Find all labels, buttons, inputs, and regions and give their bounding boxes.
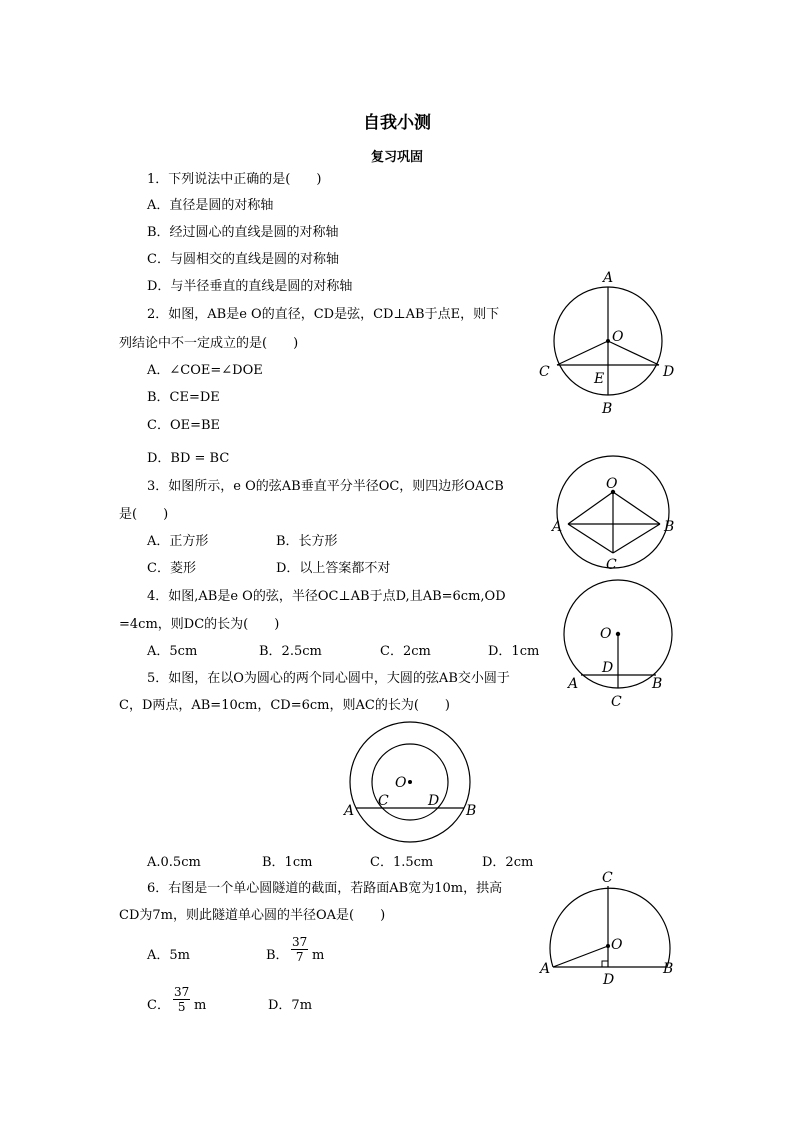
q5-figure <box>340 720 490 850</box>
q4-option-d: D．1cm <box>488 644 540 659</box>
q2-option-d: D．BD = BC <box>147 451 230 466</box>
q6-c-denominator: 5 <box>177 1000 186 1014</box>
q3-segment-ob <box>613 492 660 524</box>
q3-stem-line1: 3．如图所示，e O的弦AB垂直平分半径OC，则四边形OACB <box>147 479 504 494</box>
q6-option-b-unit: m <box>312 948 325 963</box>
q2-stem-line1: 2．如图，AB是e O的直径，CD是弦，CD⊥AB于点E，则下 <box>147 307 500 322</box>
q5-stem-line2: C，D两点，AB=10cm，CD=6cm，则AC的长为( ) <box>119 698 450 713</box>
q6-label-o: O <box>611 937 623 953</box>
q6-option-d: D．7m <box>268 998 313 1013</box>
q6-label-d: D <box>603 972 615 988</box>
q6-option-b-fraction <box>291 935 308 964</box>
q3-option-a: A．正方形 <box>147 534 209 549</box>
q6-option-c-fraction <box>173 985 190 1014</box>
q2-label-b: B <box>602 401 613 417</box>
q3-label-c: C <box>606 557 617 573</box>
q6-option-b-prefix: B． <box>266 948 289 963</box>
q6-right-angle-mark <box>602 961 608 967</box>
q5-label-a: A <box>344 803 355 819</box>
q6-option-a: A．5m <box>147 948 190 963</box>
q6-stem-line2: CD为7m，则此隧道单心圆的半径OA是( ) <box>119 908 386 923</box>
q5-option-a: A.0.5cm <box>147 855 201 870</box>
q5-label-b: B <box>466 803 477 819</box>
q2-stem-line2: 列结论中不一定成立的是( ) <box>119 336 299 351</box>
q1-stem: 1．下列说法中正确的是( ) <box>147 172 322 187</box>
q6-figure <box>537 865 687 990</box>
q5-stem-line1: 5．如图，在以O为圆心的两个同心圆中，大圆的弦AB交小圆于 <box>147 671 510 686</box>
q6-stem-line1: 6．右图是一个单心圆隧道的截面，若路面AB宽为10m，拱高 <box>147 881 503 896</box>
q2-label-c: C <box>539 364 550 380</box>
q3-segment-ac <box>568 524 613 553</box>
q1-option-b: B．经过圆心的直线是圆的对称轴 <box>147 225 339 240</box>
q4-center-dot <box>616 632 620 636</box>
q1-option-d: D．与半径垂直的直线是圆的对称轴 <box>147 279 353 294</box>
q2-option-c: C．OE=BE <box>147 418 221 433</box>
q3-option-c: C．菱形 <box>147 561 196 576</box>
q1-option-a: A．直径是圆的对称轴 <box>147 198 274 213</box>
q5-label-o: O <box>395 775 407 791</box>
q5-label-d: D <box>428 793 440 809</box>
q2-center-dot <box>606 339 610 343</box>
q3-label-b: B <box>664 519 675 535</box>
q3-figure <box>545 435 685 575</box>
q6-option-c-prefix: C． <box>147 998 170 1013</box>
q4-option-a: A．5cm <box>147 644 198 659</box>
q3-segment-oa <box>568 492 613 524</box>
q5-option-b: B．1cm <box>262 855 313 870</box>
q5-center-dot <box>408 780 412 784</box>
q4-stem-line2: =4cm，则DC的长为( ) <box>119 617 280 632</box>
q4-label-a: A <box>568 676 579 692</box>
q6-c-numerator: 37 <box>174 985 190 999</box>
q6-option-c-unit: m <box>194 998 207 1013</box>
q2-figure <box>530 265 690 415</box>
q2-label-a: A <box>603 270 614 286</box>
q4-label-d: D <box>602 660 614 676</box>
q6-arch <box>550 888 670 967</box>
q5-option-d: D．2cm <box>482 855 534 870</box>
q1-option-c: C．与圆相交的直线是圆的对称轴 <box>147 252 339 267</box>
q2-radius-oc <box>557 341 608 365</box>
q4-option-b: B．2.5cm <box>259 644 322 659</box>
q2-option-a: A．∠COE=∠DOE <box>147 363 263 378</box>
q3-option-b: B．长方形 <box>276 534 338 549</box>
q6-b-denominator: 7 <box>295 950 304 964</box>
q2-option-b: B．CE=DE <box>147 390 220 405</box>
q2-label-o: O <box>612 329 624 345</box>
q4-stem-line1: 4．如图,AB是e O的弦，半径OC⊥AB于点D,且AB=6cm,OD <box>147 589 506 604</box>
q4-figure <box>555 578 685 710</box>
q2-label-d: D <box>663 364 675 380</box>
q6-label-b: B <box>663 961 674 977</box>
section-title: 复习巩固 <box>370 150 423 165</box>
q4-label-c: C <box>611 694 622 710</box>
page-title: 自我小测 <box>363 113 431 133</box>
q2-label-e: E <box>594 371 605 387</box>
q4-label-o: O <box>600 626 612 642</box>
q6-label-c: C <box>602 870 613 886</box>
q6-center-dot <box>606 944 610 948</box>
q6-b-numerator: 37 <box>292 935 308 949</box>
q6-radius-oa <box>553 946 608 967</box>
q3-label-o: O <box>606 476 618 492</box>
q5-label-c: C <box>378 793 389 809</box>
q4-label-b: B <box>652 676 663 692</box>
q5-option-c: C．1.5cm <box>370 855 434 870</box>
q3-label-a: A <box>552 519 563 535</box>
q3-segment-bc <box>613 524 660 553</box>
q3-stem-line2: 是( ) <box>119 507 169 522</box>
q3-option-d: D．以上答案都不对 <box>276 561 391 576</box>
q4-option-c: C．2cm <box>380 644 431 659</box>
q6-label-a: A <box>540 961 551 977</box>
